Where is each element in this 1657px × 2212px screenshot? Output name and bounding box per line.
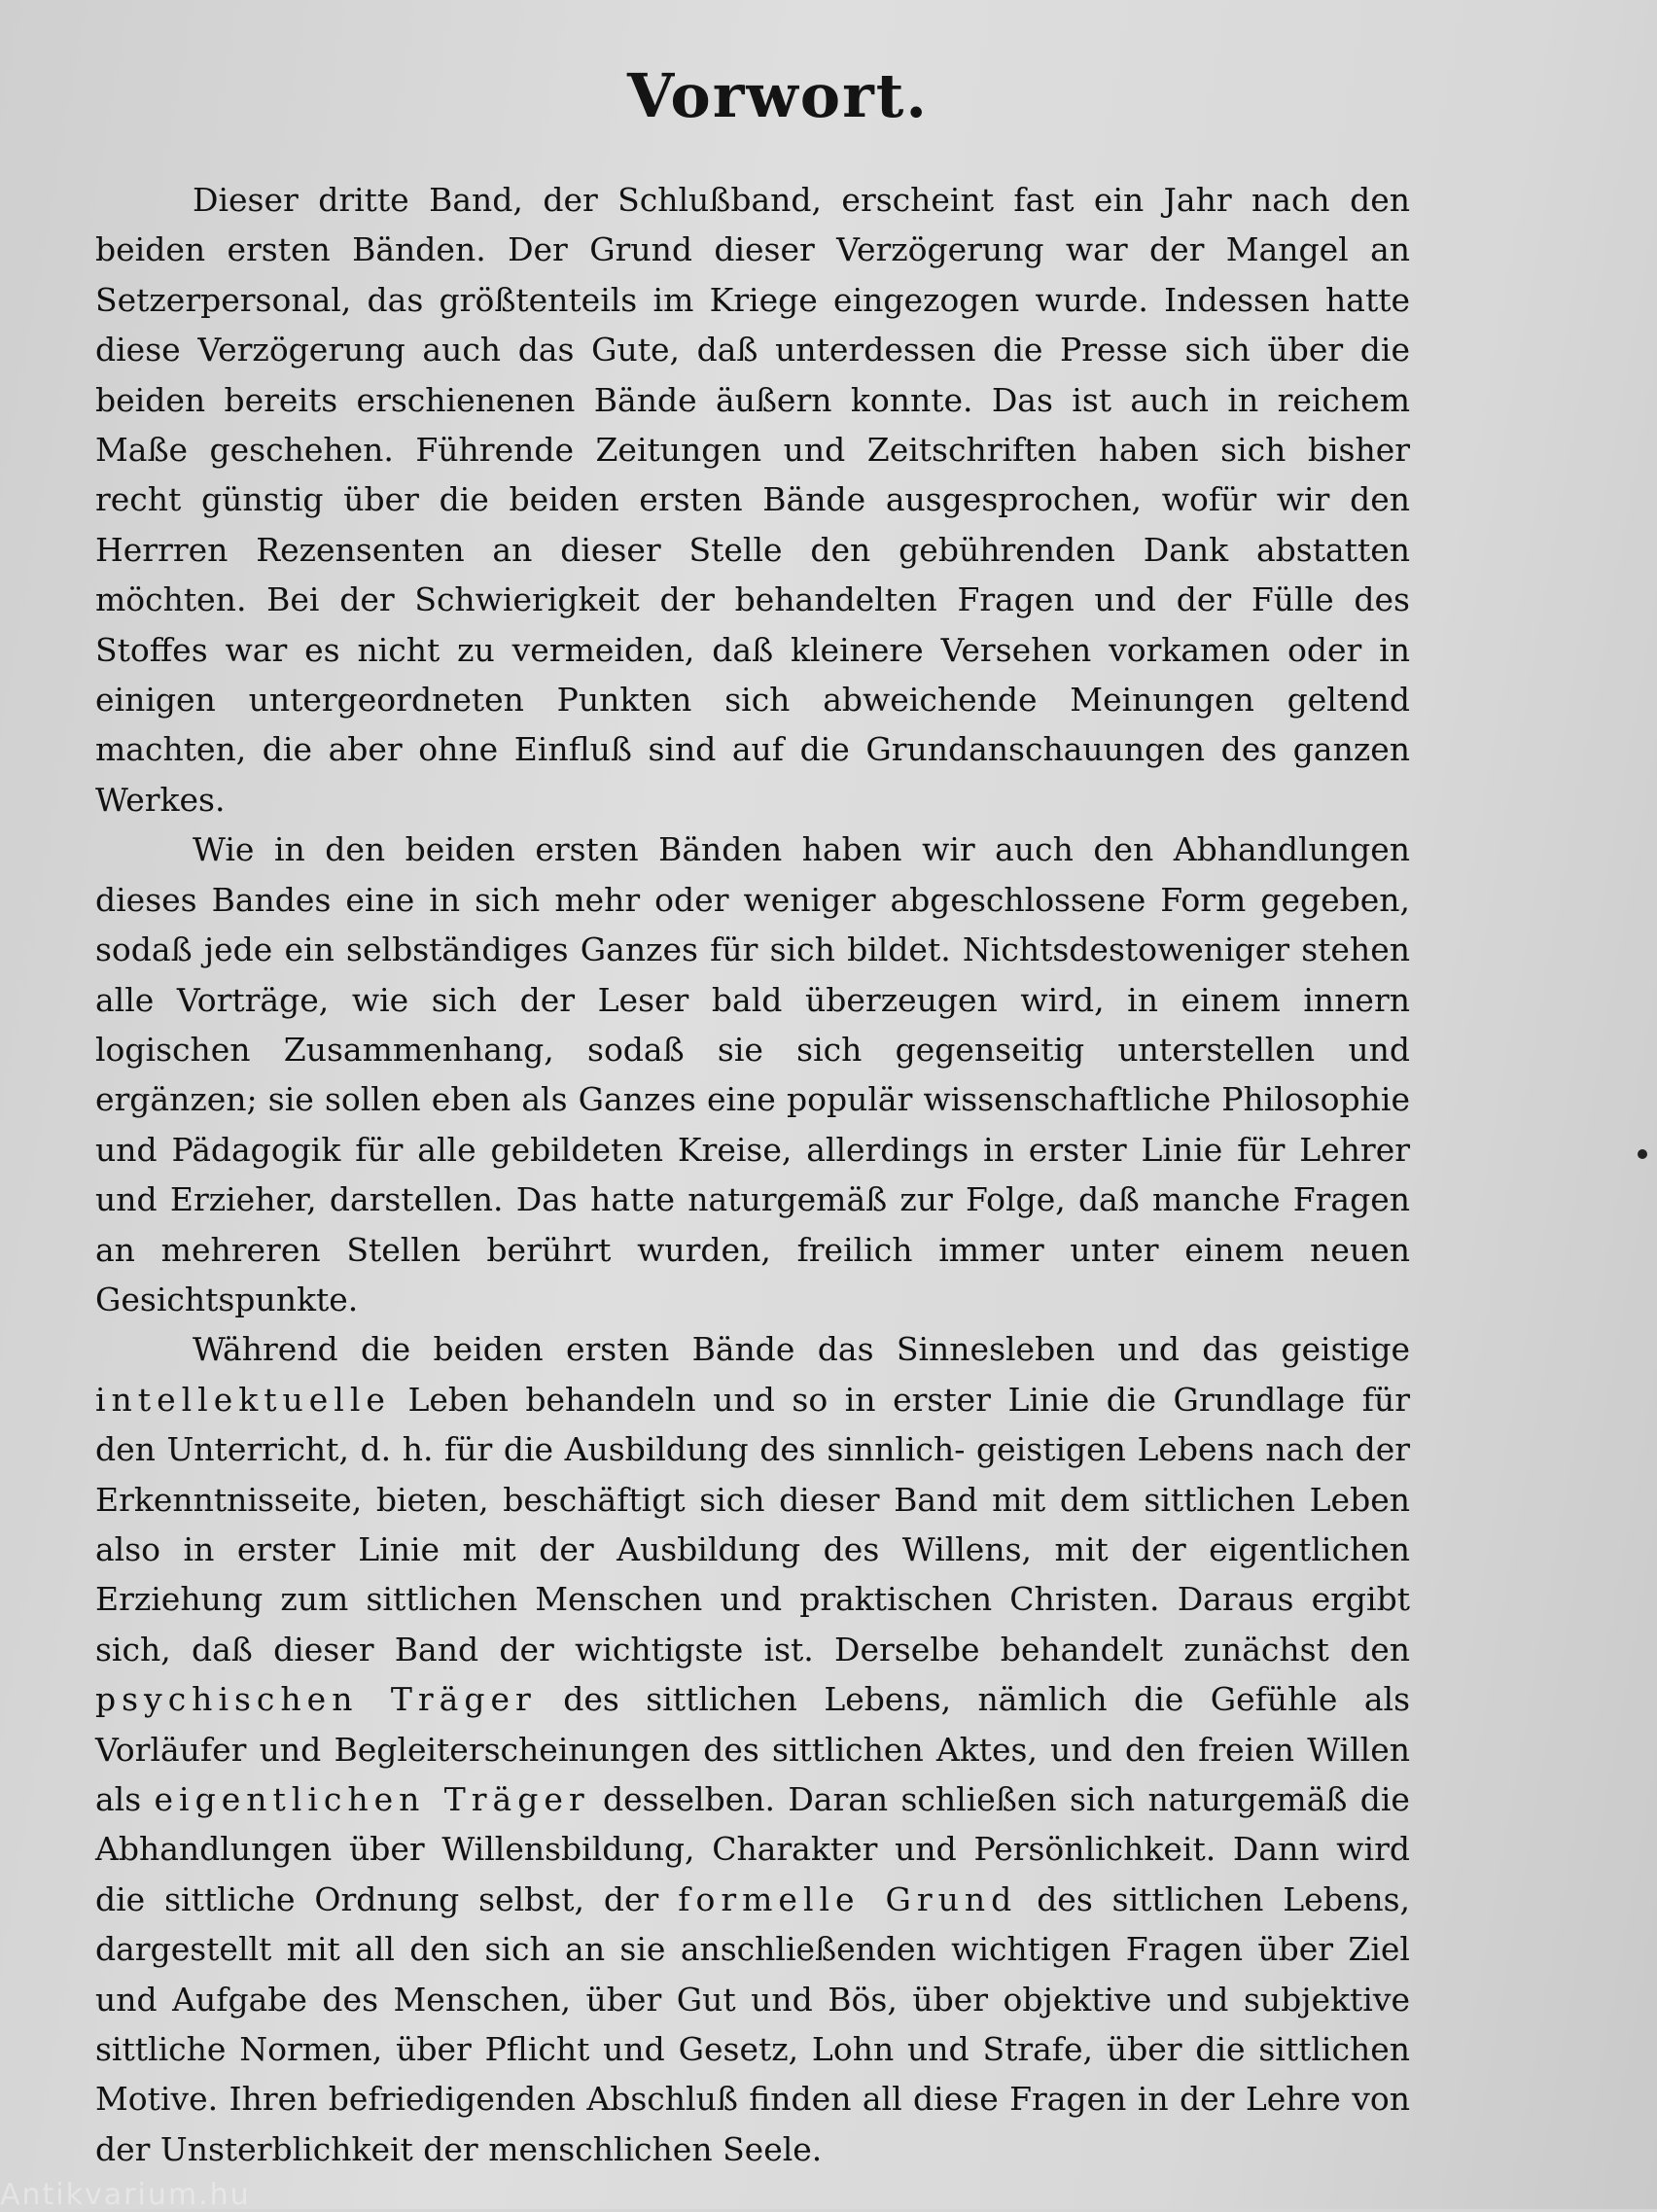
page-title: Vorwort.	[626, 60, 930, 131]
text-segment: Leben behandeln und so in erster Linie die Grundlage für den Unterricht, d. h. für die Ausbildung des sinnlich- geistigen Lebens nach der Erkenntnisseite, bieten, beschäftigt sich dieser Band mit dem sittlichen Leben also in erster Linie mit der Ausbildung des Willens, mit der eigentlichen Erziehung zum sittlichen Menschen und praktischen Christen. Daraus ergibt sich, daß dieser Band der wichtigste ist. Derselbe behandelt zunächst den	[95, 1380, 1410, 1668]
text-segment: Während die beiden ersten Bände das Sinnesleben und das geistige	[193, 1330, 1410, 1369]
margin-ink-dot	[1638, 1149, 1647, 1159]
paragraph-1: Dieser dritte Band, der Schlußband, erscheint fast ein Jahr nach den beiden ersten Bänden. Der Grund dieser Verzögerung war der Mangel an Setzerpersonal, das größtenteils im Kriege eingezogen wurde. Indessen hatte diese Verzögerung auch das Gute, daß unterdessen die Presse sich über die beiden bereits erschienenen Bände äußern konnte. Das ist auch in reichem Maße geschehen. Führende Zeitungen und Zeitschriften haben sich bisher recht günstig über die beiden ersten Bände ausgesprochen, wofür wir den Herrren Rezensenten an dieser Stelle den gebührenden Dank abstatten möchten. Bei der Schwierigkeit der behandelten Fragen und der Fülle des Stoffes war es nicht zu vermeiden, daß kleinere Versehen vorkamen oder in einigen untergeordneten Punkten sich abweichende Meinungen geltend machten, die aber ohne Einfluß sind auf die Grundanschauungen des ganzen Werkes.	[95, 181, 1410, 819]
emphasis-eigentlichen-traeger: eigentlichen Träger	[154, 1780, 590, 1818]
text-segment: des sittlichen Lebens, dargestellt mit all den sich an sie anschließenden wichtigen Fragen über Ziel und Aufgabe des Menschen, über Gut und Bös, über objektive und subjektive sittliche Normen, über Pflicht und Gesetz, Lohn und Strafe, über die sittlichen Motive. Ihren befriedigenden Abschluß finden all diese Fragen in der Lehre von der Unsterblichkeit der menschlichen Seele.	[95, 1879, 1411, 2168]
paragraph-3	[95, 1324, 1410, 2174]
preface-body	[95, 175, 1410, 2174]
paragraph-2: Wie in den beiden ersten Bänden haben wir auch den Abhandlungen dieses Bandes eine in sich mehr oder weniger abgeschlossene Form gegeben, sodaß jede ein selbständiges Ganzes für sich bildet. Nichtsdestoweniger stehen alle Vorträge, wie sich der Leser bald überzeugen wird, in einem innern logischen Zusammenhang, sodaß sie sich gegenseitig unterstellen und ergänzen; sie sollen eben als Ganzes eine populär wissenschaftliche Philosophie und Pädagogik für alle gebildeten Kreise, allerdings in erster Linie für Lehrer und Erzieher, darstellen. Das hatte naturgemäß zur Folge, daß manche Fragen an mehreren Stellen berührt wurden, freilich immer unter einem neuen Gesichtspunkte.	[95, 830, 1410, 1318]
text-segment: des sittlichen Lebens, nämlich die Gefühle als Vorläufer und Begleiterscheinungen des sittlichen Aktes, und den freien Willen als	[95, 1680, 1411, 1818]
text-segment: desselben. Daran schließen sich naturgemäß die Abhandlungen über Willensbildung, Charakter und Persönlichkeit. Dann wird die sittliche Ordnung selbst, der	[95, 1780, 1410, 1918]
emphasis-psychischen-traeger: psychischen Träger	[95, 1680, 537, 1719]
emphasis-formelle-grund: formelle Grund	[678, 1879, 1018, 1918]
watermark: Antikvarium.hu	[0, 2178, 251, 2212]
emphasis-intellektuelle: intellektuelle	[95, 1380, 391, 1419]
